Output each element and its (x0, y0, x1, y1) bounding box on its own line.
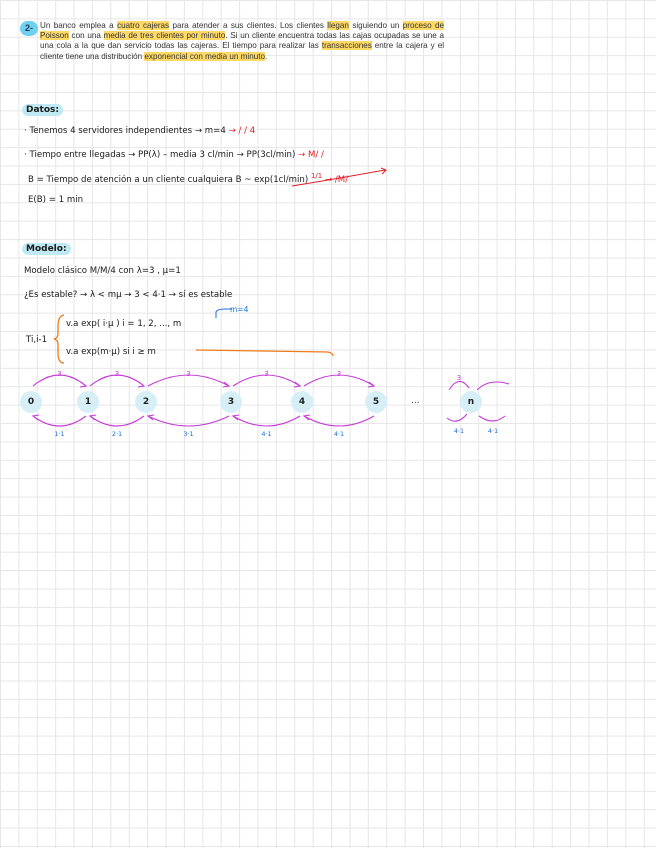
statement-text: entre la cajera y el cliente tiene una distribución (40, 41, 444, 61)
arrival-arc-out-of-n (477, 382, 509, 390)
service-rate-label: 4·1 (261, 430, 272, 438)
modelo-title: Modelo: (22, 243, 71, 255)
datos-line-3-text: B = Tiempo de atención a un cliente cualquiera B ~ exp(1cl/min) (28, 174, 309, 185)
arrival-rate-label: 3 (186, 370, 191, 378)
statement-text: siguiendo un (348, 21, 403, 30)
state-n: n (460, 391, 482, 413)
datos-line-2-notation: → M/ / (298, 150, 324, 160)
service-rate-label: 1·1 (54, 430, 65, 438)
highlighted-phrase: media de tres clientes por minuto (103, 31, 226, 41)
datos-line-4: E(B) = 1 min (28, 195, 84, 205)
arrival-rate-label: 3 (57, 370, 62, 378)
service-arc (233, 416, 300, 426)
datos-line-3-notation: → /M/ (324, 174, 349, 185)
highlighted-phrase: exponencial con media un minuto (144, 51, 265, 61)
datos-line-1-notation: → / / 4 (228, 126, 256, 136)
state-2: 2 (135, 391, 157, 413)
arrival-rate-label-n: 3 (456, 374, 462, 382)
datos-title: Datos: (22, 104, 63, 116)
diagram-ellipsis: ... (411, 396, 420, 406)
service-rate-label-n-left: 4·1 (453, 427, 465, 435)
service-arc-into-n (479, 416, 505, 421)
arrival-rate-label: 3 (264, 370, 269, 378)
modelo-line-2: ¿Es estable? → λ < mμ → 3 < 4·1 → sí es estable (24, 290, 233, 300)
arrival-rate-label: 3 (114, 370, 120, 378)
service-arc (304, 416, 374, 426)
m-equals-note: m=4 (230, 305, 249, 314)
service-arc (90, 416, 144, 426)
highlighted-phrase: transacciones (321, 41, 372, 51)
statement-text: . (264, 51, 268, 61)
case-line-2: v.a exp(m·μ) si i ≥ m (66, 347, 156, 357)
problem-number-badge: 2- (20, 21, 38, 36)
arrival-arc-into-n (449, 381, 469, 390)
datos-line-2-text: · Tiempo entre llegadas → PP(λ) – media 3 cl/min → PP(3cl/min) (24, 150, 296, 160)
service-arc-from-n (447, 414, 467, 421)
service-rate-label: 3·1 (183, 430, 194, 438)
modelo-line-1: Modelo clásico M/M/4 con λ=3 , μ=1 (24, 266, 181, 276)
state-1: 1 (77, 391, 99, 413)
state-0: 0 (20, 391, 42, 413)
state-3: 3 (220, 391, 242, 413)
highlighted-phrase: llegan (327, 21, 349, 30)
service-rate-label-n-right: 4·1 (487, 427, 499, 435)
service-arc (148, 416, 229, 426)
service-arc (33, 416, 86, 426)
statement-text: con una (68, 31, 104, 41)
state-5: 5 (365, 391, 387, 413)
statement-text: . Si un cliente encuentra todas las cajas ocupadas se une a una cola a la que dan servicio todas las cajeras. El tiempo para realizar las (40, 31, 445, 51)
case-line-1: v.a exp( i·μ ) i = 1, 2, ..., m (66, 319, 182, 329)
service-rate-label: 2·1 (111, 430, 123, 438)
state-4: 4 (291, 391, 313, 413)
arrival-rate-label: 3 (336, 370, 342, 378)
datos-line-3-fraction: 1/1 (310, 172, 323, 180)
highlighted-phrase: cuatro cajeras (117, 21, 170, 30)
datos-line-1-text: · Tenemos 4 servidores independientes → m=4 (24, 126, 226, 136)
statement-text: Un banco emplea a (40, 21, 118, 30)
transition-time-label: Ti,i-1 (26, 335, 48, 345)
service-rate-label: 4·1 (333, 430, 345, 438)
statement-text: para atender a sus clientes. Los clientes (169, 21, 328, 30)
highlighted-phrase: proceso de Poisson (40, 21, 445, 41)
